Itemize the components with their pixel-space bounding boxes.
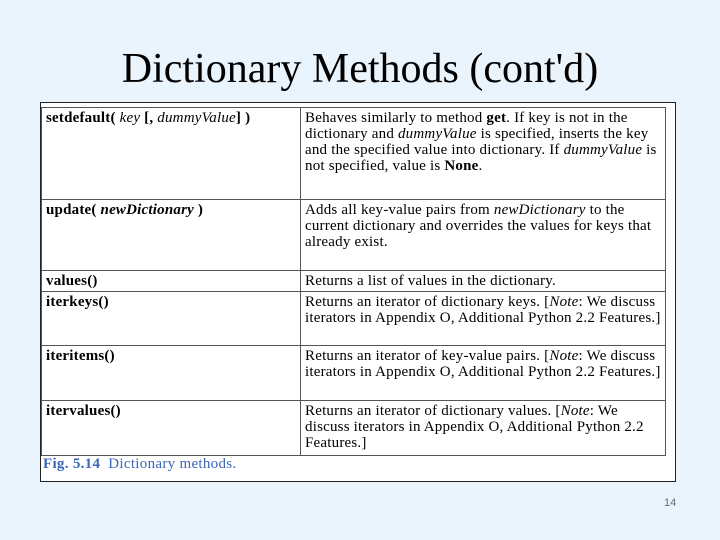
description-cell — [301, 200, 666, 271]
method-param: dummyValue — [157, 110, 236, 126]
description-note: Note — [549, 294, 579, 310]
description-cell: Returns a list of values in the dictionary. — [301, 271, 666, 292]
description-cell — [301, 346, 666, 401]
page-number: 14 — [664, 497, 677, 509]
table-row — [42, 108, 666, 200]
description-text: Returns an iterator of dictionary values. [ — [305, 403, 561, 419]
description-text: : We discuss iterators in Appendix O, Additional Python 2.2 Features.] — [305, 348, 661, 380]
table-row — [42, 292, 666, 346]
table-row — [42, 401, 666, 456]
method-cell: iterkeys() — [42, 292, 301, 346]
method-text: ] ) — [235, 110, 251, 126]
description-code: get — [486, 110, 507, 126]
figure-caption — [43, 456, 236, 473]
method-param: key — [119, 110, 141, 126]
description-code: None — [444, 158, 479, 174]
description-text: is specified, inserts the key and the specified value into dictionary. If — [305, 126, 649, 158]
method-name: setdefault( — [46, 110, 120, 126]
description-param: newDictionary — [493, 202, 586, 218]
description-text: Behaves similarly to method — [305, 110, 487, 126]
table-row — [42, 271, 666, 292]
description-text: Returns an iterator of key-value pairs. [ — [305, 348, 550, 364]
methods-table-frame — [40, 102, 676, 482]
figure-caption-text: Dictionary methods. — [108, 456, 237, 472]
description-text: to the current dictionary and overrides the values for keys that already exist. — [305, 202, 652, 250]
figure-label: Fig. 5.14 — [43, 456, 101, 472]
method-cell: itervalues() — [42, 401, 301, 456]
description-note: Note — [560, 403, 590, 419]
table-row — [42, 200, 666, 271]
dictionary-methods-table — [41, 107, 666, 456]
description-cell — [301, 401, 666, 456]
description-text: is not specified, value is — [305, 142, 657, 174]
description-text: . If key is not in the dictionary and — [305, 110, 628, 142]
description-param: dummyValue — [397, 126, 477, 142]
description-param: dummyValue — [563, 142, 643, 158]
description-text: : We discuss iterators in Appendix O, Additional Python 2.2 Features.] — [305, 294, 661, 326]
method-cell: iteritems() — [42, 346, 301, 401]
method-cell — [42, 108, 301, 200]
description-text: Returns an iterator of dictionary keys. [ — [305, 294, 550, 310]
slide-title: Dictionary Methods (cont'd) — [121, 46, 599, 92]
method-text: ) — [193, 202, 204, 218]
method-param: newDictionary — [100, 202, 194, 218]
method-text: [, — [140, 110, 158, 126]
method-cell: values() — [42, 271, 301, 292]
description-text: : We discuss iterators in Appendix O, Additional Python 2.2 Features.] — [305, 403, 644, 451]
description-note: Note — [549, 348, 579, 364]
description-text: . — [478, 158, 483, 174]
table-row — [42, 346, 666, 401]
method-name: update( — [46, 202, 101, 218]
description-text: Adds all key-value pairs from — [305, 202, 494, 218]
method-cell — [42, 200, 301, 271]
description-cell — [301, 108, 666, 200]
description-cell — [301, 292, 666, 346]
